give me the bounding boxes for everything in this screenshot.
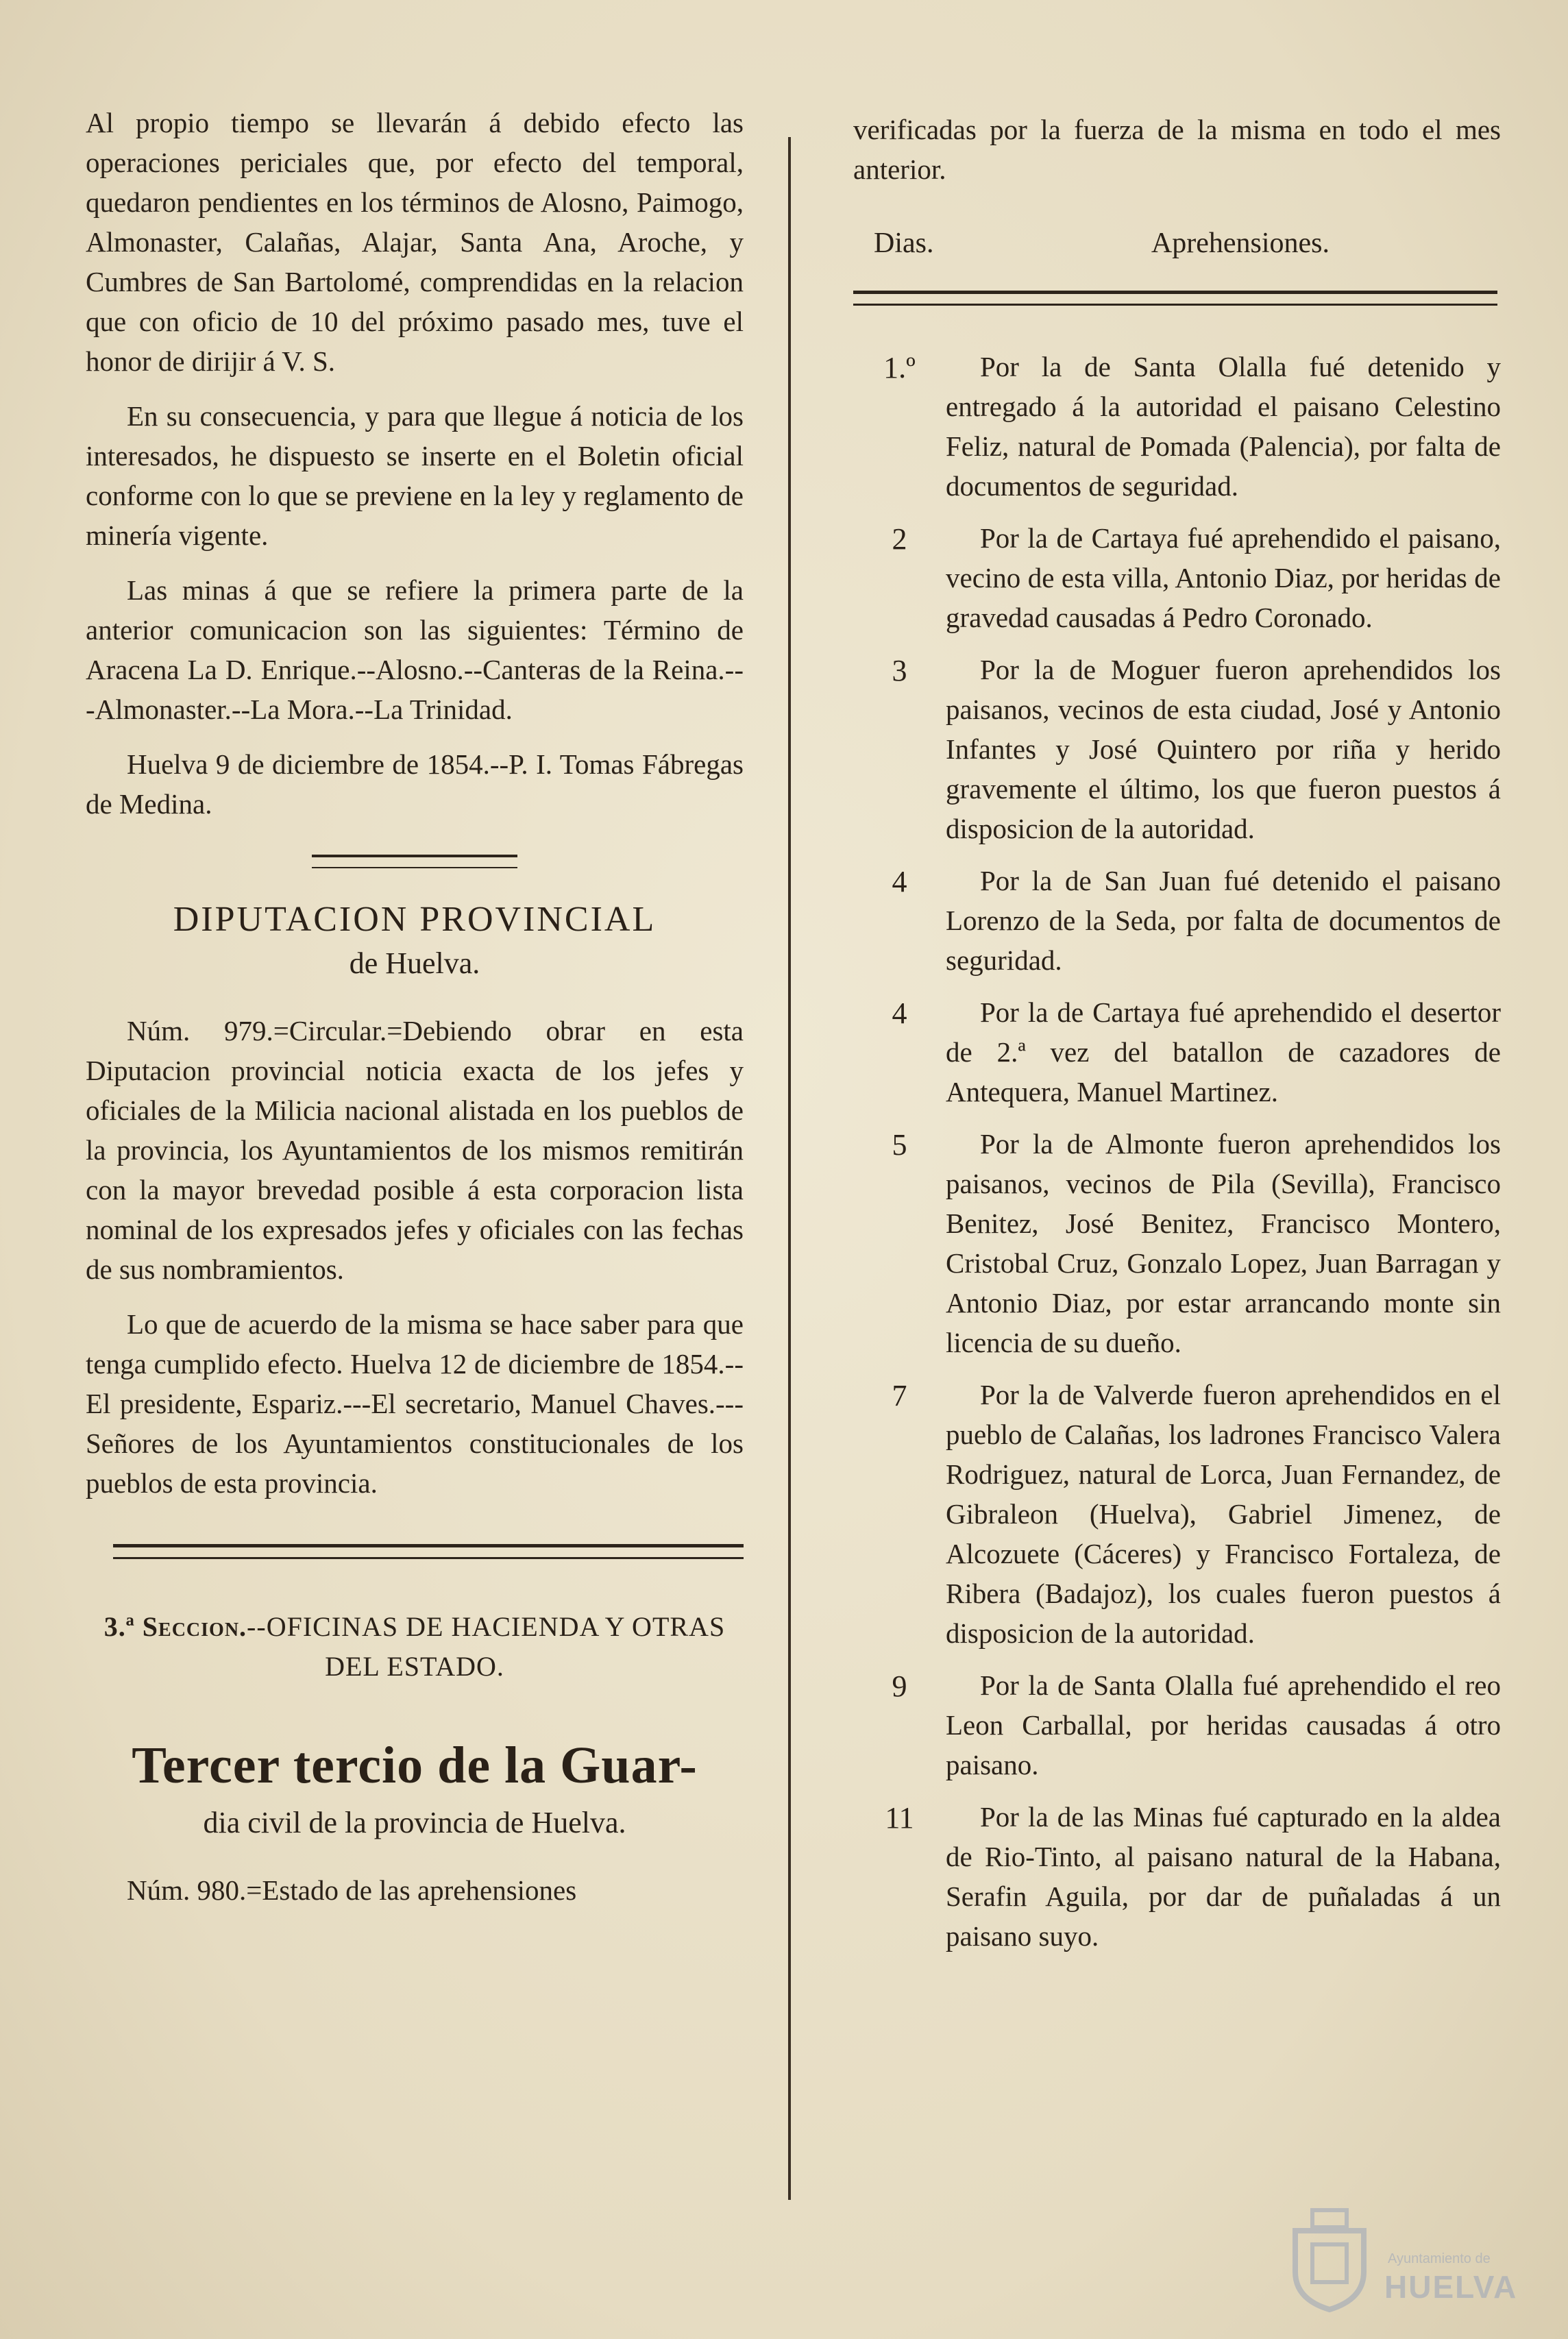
entry-text: Por la de Almonte fueron aprehendidos los paisanos, vecinos de Pila (Sevilla), Francisco Benitez, José Benitez, Francisco Montero, Cristobal Cruz, Gonzalo Lopez, Juan Barragan y Antonio Diaz, por estar arrancando monte sin licencia de su dueño.	[946, 1128, 1501, 1358]
table-header	[853, 223, 1501, 263]
estado-intro-continued: verificadas por la fuerza de la misma en todo el mes anterior.	[853, 114, 1501, 185]
entry-day: 5	[892, 1128, 907, 1162]
column-dias: Dias.	[874, 228, 934, 259]
mining-paragraph-3: Las minas á que se refiere la primera parte de la anterior comunicacion son las siguientes: Término de Aracena La D. Enrique.--Alosno.--Canteras de la Reina.---Almonaster.--La Mora.--La Trinidad.	[86, 574, 744, 725]
huelva-watermark-logo	[1282, 2203, 1518, 2316]
entry-day: 1.º	[883, 351, 916, 384]
estado-intro: Núm. 980.=Estado de las aprehensiones	[127, 1874, 577, 1906]
list-item	[853, 1797, 1501, 1956]
entry-text: Por la de las Minas fué capturado en la aldea de Rio-Tinto, al paisano natural de la Habana, Serafin Aguila, por dar de puñaladas á un paisano suyo.	[946, 1801, 1501, 1952]
separator-short	[312, 855, 517, 868]
list-item	[853, 347, 1501, 506]
column-divider	[788, 137, 791, 2200]
guardia-civil-title: Tercer tercio de la Guar-	[132, 1737, 698, 1794]
column-aprehensiones: Aprehensiones.	[1151, 228, 1330, 259]
list-item	[853, 992, 1501, 1112]
circular-paragraph: Núm. 979.=Circular.=Debiendo obrar en esta Diputacion provincial noticia exacta de los jefes y oficiales de la Milicia nacional alistada en los pueblos de la provincia, los Ayuntamientos de los mismos remitirán con la mayor brevedad posible á esta corporacion lista nominal de los expresados jefes y oficiales con las fechas de sus nombramientos.	[86, 1015, 744, 1285]
mining-signature: Huelva 9 de diciembre de 1854.--P. I. Tomas Fábregas de Medina.	[86, 748, 744, 820]
entry-day: 4	[892, 865, 907, 898]
entry-text: Por la de Cartaya fué aprehendido el desertor de 2.ª vez del batallon de cazadores de Antequera, Manuel Martinez.	[946, 996, 1501, 1107]
entry-text: Por la de San Juan fué detenido el paisano Lorenzo de la Seda, por falta de documentos de seguridad.	[946, 865, 1501, 976]
logo-text: HUELVA	[1384, 2269, 1518, 2305]
list-item	[853, 1375, 1501, 1653]
entry-text: Por la de Santa Olalla fué detenido y entregado á la autoridad el paisano Celestino Feliz, natural de Pomada (Palencia), por falta de documentos de seguridad.	[946, 351, 1501, 502]
logo-small-text: Ayuntamiento de	[1388, 2251, 1491, 2266]
entry-text: Por la de Santa Olalla fué aprehendido el reo Leon Carballal, por heridas causadas á otro paisano.	[946, 1669, 1501, 1780]
entry-day: 4	[892, 996, 907, 1030]
diputacion-title: DIPUTACION PROVINCIAL	[173, 900, 657, 939]
entry-day: 9	[892, 1669, 907, 1703]
mining-paragraph-2: En su consecuencia, y para que llegue á noticia de los interesados, he dispuesto se inserte en el Boletin oficial conforme con lo que se previene en la ley y reglamento de minería vigente.	[86, 400, 744, 551]
list-item	[853, 650, 1501, 848]
list-item	[853, 1665, 1501, 1785]
list-item	[853, 1124, 1501, 1362]
section-prefix: 3.ª Seccion.	[103, 1611, 247, 1642]
entry-text: Por la de Cartaya fué aprehendido el paisano, vecino de esta villa, Antonio Diaz, por heridas de gravedad causadas á Pedro Coronado.	[946, 522, 1501, 633]
entry-day: 7	[892, 1379, 907, 1412]
entry-day: 2	[892, 522, 907, 556]
left-column	[86, 103, 744, 1925]
list-item	[853, 518, 1501, 637]
circular-paragraph-2: Lo que de acuerdo de la misma se hace saber para que tenga cumplido efecto. Huelva 12 de diciembre de 1854.--El presidente, Espariz.---El secretario, Manuel Chaves.---Señores de los Ayuntamientos constitucionales de los pueblos de esta provincia.	[86, 1308, 744, 1499]
section-title: --OFICINAS DE HACIENDA Y OTRAS DEL ESTADO.	[247, 1611, 726, 1682]
list-item	[853, 861, 1501, 980]
entry-text: Por la de Valverde fueron aprehendidos en el pueblo de Calañas, los ladrones Francisco Valera Rodriguez, natural de Lorca, Juan Fernandez, de Gibraleon (Huelva), Gabriel Jimenez, de Alcozuete (Cáceres) y Francisco Fortaleza, de Ribera (Badajoz), los cuales fueron puestos á disposicion de la autoridad.	[946, 1379, 1501, 1649]
separator-long	[113, 1544, 744, 1559]
section-heading	[86, 1607, 744, 1687]
entry-day: 3	[892, 654, 907, 687]
guardia-civil-subtitle: dia civil de la provincia de Huelva.	[203, 1806, 626, 1839]
entry-text: Por la de Moguer fueron aprehendidos los paisanos, vecinos de esta ciudad, José y Antonio Infantes y José Quintero por riña y herido gravemente el último, los que fueron puestos á disposicion de la autoridad.	[946, 654, 1501, 844]
separator-right	[853, 291, 1497, 306]
crest-icon	[1282, 2203, 1377, 2313]
diputacion-subtitle: de Huelva.	[349, 946, 480, 980]
entry-day: 11	[885, 1801, 914, 1835]
right-column	[853, 110, 1501, 1968]
mining-paragraph-1: Al propio tiempo se llevarán á debido efecto las operaciones periciales que, por efecto del temporal, quedaron pendientes en los términos de Alosno, Paimogo, Almonaster, Calañas, Alajar, Santa Ana, Aroche, y Cumbres de San Bartolomé, comprendidas en la relacion que con oficio de 10 del próximo pasado mes, tuve el honor de dirijir á V. S.	[86, 107, 744, 377]
